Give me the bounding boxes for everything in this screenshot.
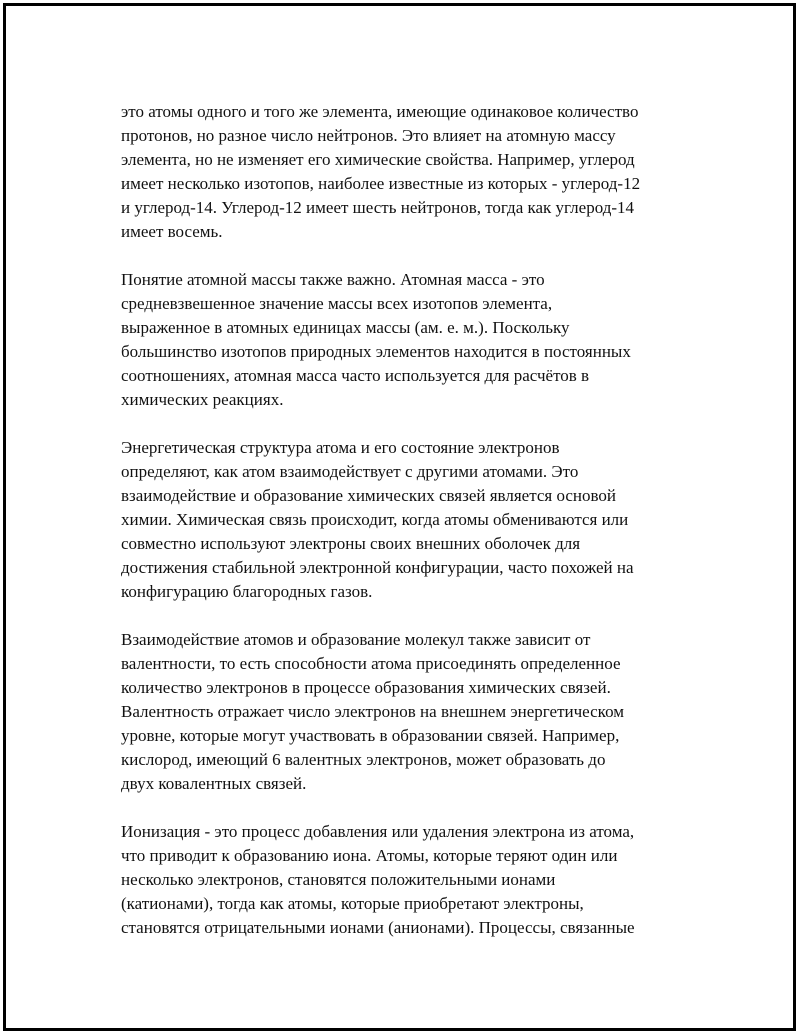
text-line: Взаимодействие атомов и образование молекул также зависит от	[121, 630, 591, 649]
text-line: достижения стабильной электронной конфигурации, часто похожей на	[121, 558, 634, 577]
paragraph-energy-structure	[121, 436, 696, 604]
text-line: уровне, которые могут участвовать в образовании связей. Например,	[121, 726, 620, 745]
text-line: это атомы одного и того же элемента, имеющие одинаковое количество	[121, 102, 639, 121]
text-line: Энергетическая структура атома и его состояние электронов	[121, 438, 560, 457]
text-line: выраженное в атомных единицах массы (ам. е. м.). Поскольку	[121, 318, 570, 337]
text-line: протонов, но разное число нейтронов. Это влияет на атомную массу	[121, 126, 616, 145]
text-line: Валентность отражает число электронов на внешнем энергетическом	[121, 702, 625, 721]
text-line: кислород, имеющий 6 валентных электронов, может образовать до	[121, 750, 606, 769]
paragraph-isotopes	[121, 100, 696, 244]
text-line: (катионами), тогда как атомы, которые приобретают электроны,	[121, 894, 584, 913]
paragraph-atomic-mass	[121, 268, 696, 412]
text-line: средневзвешенное значение массы всех изотопов элемента,	[121, 294, 553, 313]
text-line: взаимодействие и образование химических связей является основой	[121, 486, 617, 505]
text-line: большинство изотопов природных элементов находится в постоянных	[121, 342, 631, 361]
text-line: имеет несколько изотопов, наиболее известные из которых - углерод-12	[121, 174, 641, 193]
text-line: Понятие атомной массы также важно. Атомная масса - это	[121, 270, 545, 289]
text-line: химии. Химическая связь происходит, когда атомы обмениваются или	[121, 510, 629, 529]
text-line: двух ковалентных связей.	[121, 774, 307, 793]
paragraph-valence	[121, 628, 696, 796]
text-line: становятся отрицательными ионами (анионами). Процессы, связанные	[121, 918, 635, 937]
text-line: количество электронов в процессе образования химических связей.	[121, 678, 611, 697]
text-line: соотношениях, атомная масса часто используется для расчётов в	[121, 366, 590, 385]
text-line: определяют, как атом взаимодействует с другими атомами. Это	[121, 462, 579, 481]
text-line: имеет восемь.	[121, 222, 223, 241]
paragraph-ionization	[121, 820, 696, 940]
text-line: Ионизация - это процесс добавления или удаления электрона из атома,	[121, 822, 635, 841]
text-line: несколько электронов, становятся положительными ионами	[121, 870, 556, 889]
text-line: совместно используют электроны своих внешних оболочек для	[121, 534, 581, 553]
text-line: валентности, то есть способности атома присоединять определенное	[121, 654, 621, 673]
document-body	[121, 100, 696, 964]
text-line: конфигурацию благородных газов.	[121, 582, 373, 601]
text-line: и углерод-14. Углерод-12 имеет шесть нейтронов, тогда как углерод-14	[121, 198, 635, 217]
page-frame	[3, 3, 796, 1031]
text-line: элемента, но не изменяет его химические свойства. Например, углерод	[121, 150, 635, 169]
text-line: что приводит к образованию иона. Атомы, которые теряют один или	[121, 846, 618, 865]
text-line: химических реакциях.	[121, 390, 284, 409]
